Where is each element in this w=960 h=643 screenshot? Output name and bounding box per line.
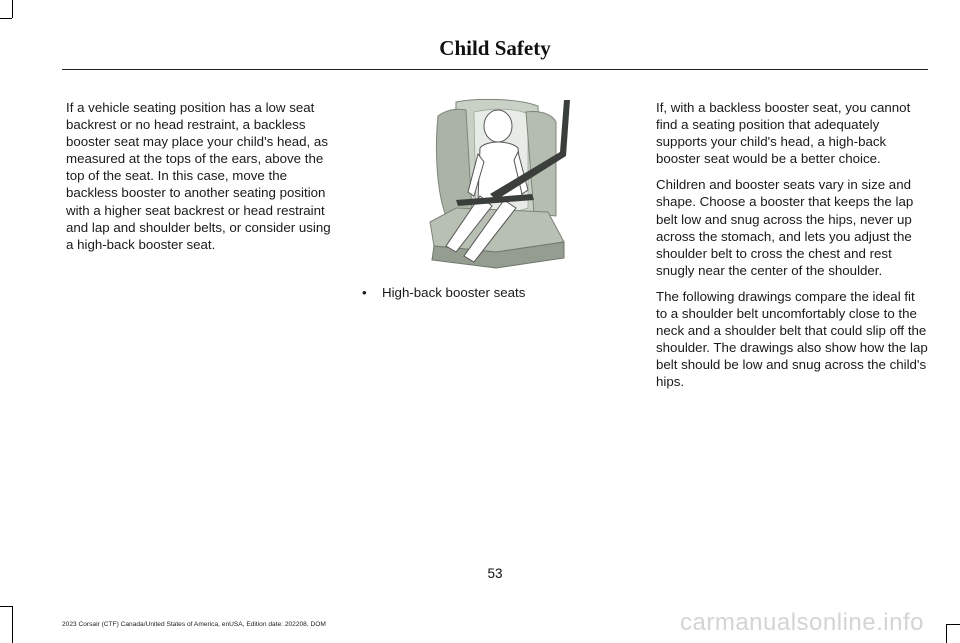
right-column xyxy=(656,99,928,400)
booster-seat-figure xyxy=(416,96,576,272)
caption-text: High-back booster seats xyxy=(382,285,526,300)
footer-edition-text: 2023 Corsair (CTF) Canada/United States of America, enUSA, Edition date: 202208, DOM xyxy=(62,621,326,628)
high-back-booster-seat-illustration xyxy=(416,96,576,272)
crop-mark-bottom-left-h xyxy=(0,606,12,607)
right-paragraph-2: Children and booster seats vary in size and shape. Choose a booster that keeps the lap belt low and snug across the hips, never up across the stomach, and lets you adjust the shoulder belt to cross the chest and rest snugly near the center of the shoulder. xyxy=(656,177,914,278)
crop-mark-top-left-v xyxy=(12,0,13,18)
caption-bullet: • xyxy=(362,285,367,300)
crop-mark-top-left-h xyxy=(0,18,12,19)
figure-caption xyxy=(362,284,602,301)
left-paragraph-1: If a vehicle seating position has a low seat backrest or no head restraint, a backless booster seat may place your child's head, as measured at the tops of the ears, above the top of the seat. In this case, move the backless booster to another seating position with a higher seat backrest or head restraint and lap and shoulder belts, or consider using a high-back booster seat. xyxy=(66,100,331,252)
crop-mark-bottom-left-v xyxy=(12,606,13,643)
page-title: Child Safety xyxy=(439,36,551,60)
crop-mark-bottom-right-h xyxy=(946,624,960,625)
right-paragraph-1: If, with a backless booster seat, you cannot find a seating position that adequately supports your child's head, a high-back booster seat would be a better choice. xyxy=(656,100,911,167)
page-number: 53 xyxy=(487,566,503,581)
header-divider xyxy=(62,69,928,70)
crop-mark-bottom-right-v xyxy=(946,624,947,643)
right-paragraph-3: The following drawings compare the ideal fit to a shoulder belt uncomfortably close to the neck and a shoulder belt that could slip off the shoulder. The drawings also show how the lap belt should be low and snug across the child's hips. xyxy=(656,288,928,390)
watermark: carmanualsonline.info xyxy=(680,609,924,636)
left-column xyxy=(66,99,338,262)
